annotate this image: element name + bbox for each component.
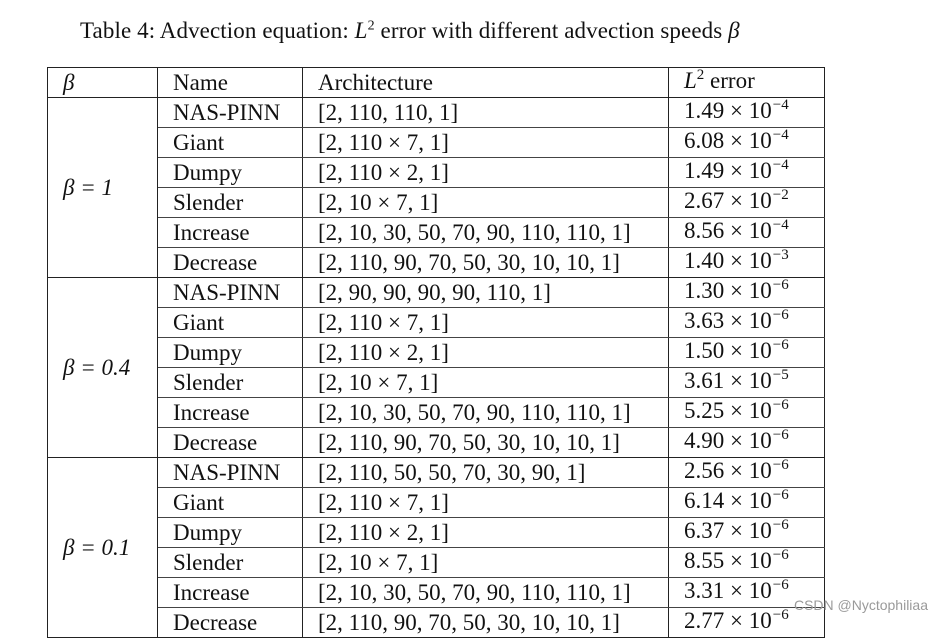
table-row (48, 548, 825, 578)
error-exponent: −6 (772, 487, 789, 503)
table-row (48, 398, 825, 428)
architecture-cell: [2, 10, 30, 50, 70, 90, 110, 110, 1] (303, 578, 669, 608)
error-mantissa: 2.56 × 10 (684, 458, 772, 483)
model-name-cell: Increase (158, 218, 303, 248)
architecture-cell: [2, 10 × 7, 1] (303, 548, 669, 578)
error-mantissa: 8.55 × 10 (684, 548, 772, 573)
error-exponent: −4 (772, 217, 789, 233)
error-mantissa: 6.08 × 10 (684, 128, 772, 153)
architecture-cell: [2, 110 × 2, 1] (303, 158, 669, 188)
error-exponent: −6 (772, 277, 789, 293)
model-name-cell: Decrease (158, 428, 303, 458)
model-name-cell: Increase (158, 578, 303, 608)
beta-group-label: β = 0.4 (48, 278, 158, 458)
architecture-cell: [2, 110, 90, 70, 50, 30, 10, 10, 1] (303, 608, 669, 638)
architecture-cell: [2, 110 × 7, 1] (303, 488, 669, 518)
model-name-cell: Giant (158, 308, 303, 338)
error-cell (669, 278, 825, 308)
table-row (48, 158, 825, 188)
error-exponent: −4 (772, 97, 789, 113)
error-mantissa: 2.67 × 10 (684, 188, 772, 213)
caption-suffix: error with different advection speeds (374, 18, 729, 43)
architecture-cell: [2, 10 × 7, 1] (303, 368, 669, 398)
table-row (48, 188, 825, 218)
error-mantissa: 1.50 × 10 (684, 338, 772, 363)
table-row (48, 98, 825, 128)
table-caption (80, 18, 740, 44)
model-name-cell: NAS-PINN (158, 98, 303, 128)
error-cell (669, 308, 825, 338)
error-cell (669, 368, 825, 398)
model-name-cell: Dumpy (158, 338, 303, 368)
architecture-cell: [2, 90, 90, 90, 90, 110, 1] (303, 278, 669, 308)
error-mantissa: 6.14 × 10 (684, 488, 772, 513)
error-exponent: −2 (772, 187, 789, 203)
table-row (48, 338, 825, 368)
table-row (48, 578, 825, 608)
error-cell (669, 398, 825, 428)
error-cell (669, 158, 825, 188)
error-cell (669, 458, 825, 488)
model-name-cell: Decrease (158, 608, 303, 638)
architecture-cell: [2, 10, 30, 50, 70, 90, 110, 110, 1] (303, 398, 669, 428)
table-row (48, 518, 825, 548)
error-cell (669, 548, 825, 578)
model-name-cell: Slender (158, 548, 303, 578)
error-cell (669, 428, 825, 458)
table-row (48, 248, 825, 278)
error-exponent: −6 (772, 547, 789, 563)
model-name-cell: Giant (158, 128, 303, 158)
header-beta: β (48, 68, 158, 98)
results-table (47, 67, 825, 638)
caption-math-superscript: 2 (367, 18, 375, 34)
header-name: Name (158, 68, 303, 98)
error-mantissa: 3.61 × 10 (684, 368, 772, 393)
header-architecture: Architecture (303, 68, 669, 98)
error-cell (669, 188, 825, 218)
error-cell (669, 98, 825, 128)
table-row (48, 218, 825, 248)
header-error (669, 68, 825, 98)
model-name-cell: NAS-PINN (158, 458, 303, 488)
header-error-superscript: 2 (696, 67, 705, 83)
architecture-cell: [2, 110, 90, 70, 50, 30, 10, 10, 1] (303, 428, 669, 458)
error-exponent: −6 (772, 607, 789, 623)
caption-beta-symbol: β (728, 18, 740, 43)
caption-math-symbol: L (354, 18, 368, 43)
table-row (48, 428, 825, 458)
table-row (48, 308, 825, 338)
table-head (48, 68, 825, 98)
error-mantissa: 8.56 × 10 (684, 218, 772, 243)
model-name-cell: Giant (158, 488, 303, 518)
architecture-cell: [2, 110 × 7, 1] (303, 128, 669, 158)
error-cell (669, 218, 825, 248)
caption-prefix: Table 4: Advection equation: (80, 18, 355, 43)
error-exponent: −6 (772, 397, 789, 413)
model-name-cell: Slender (158, 368, 303, 398)
table-row (48, 488, 825, 518)
error-cell (669, 128, 825, 158)
watermark: CSDN @Nyctophiliaa (793, 597, 928, 613)
error-mantissa: 1.40 × 10 (684, 248, 772, 273)
table-body (48, 98, 825, 638)
model-name-cell: Increase (158, 398, 303, 428)
error-cell (669, 488, 825, 518)
error-exponent: −6 (772, 307, 789, 323)
error-cell (669, 518, 825, 548)
beta-group-label: β = 1 (48, 98, 158, 278)
error-exponent: −6 (772, 457, 789, 473)
beta-group-label: β = 0.1 (48, 458, 158, 638)
error-exponent: −6 (772, 517, 789, 533)
error-cell (669, 338, 825, 368)
error-exponent: −4 (772, 157, 789, 173)
architecture-cell: [2, 110 × 2, 1] (303, 338, 669, 368)
architecture-cell: [2, 10, 30, 50, 70, 90, 110, 110, 1] (303, 218, 669, 248)
table-row (48, 278, 825, 308)
error-mantissa: 3.31 × 10 (684, 578, 772, 603)
model-name-cell: NAS-PINN (158, 278, 303, 308)
header-error-symbol: L (684, 68, 697, 93)
model-name-cell: Dumpy (158, 518, 303, 548)
architecture-cell: [2, 110, 110, 1] (303, 98, 669, 128)
error-mantissa: 1.49 × 10 (684, 98, 772, 123)
table-row (48, 128, 825, 158)
error-exponent: −5 (772, 367, 789, 383)
error-exponent: −4 (772, 127, 789, 143)
error-exponent: −6 (772, 577, 789, 593)
error-exponent: −3 (772, 247, 789, 263)
model-name-cell: Dumpy (158, 158, 303, 188)
error-mantissa: 5.25 × 10 (684, 398, 772, 423)
header-error-suffix: error (704, 68, 755, 93)
architecture-cell: [2, 10 × 7, 1] (303, 188, 669, 218)
error-exponent: −6 (772, 427, 789, 443)
header-row (48, 68, 825, 98)
architecture-cell: [2, 110, 90, 70, 50, 30, 10, 10, 1] (303, 248, 669, 278)
architecture-cell: [2, 110 × 7, 1] (303, 308, 669, 338)
error-cell (669, 248, 825, 278)
error-mantissa: 4.90 × 10 (684, 428, 772, 453)
model-name-cell: Decrease (158, 248, 303, 278)
error-mantissa: 3.63 × 10 (684, 308, 772, 333)
table-row (48, 608, 825, 638)
architecture-cell: [2, 110 × 2, 1] (303, 518, 669, 548)
architecture-cell: [2, 110, 50, 50, 70, 30, 90, 1] (303, 458, 669, 488)
error-mantissa: 6.37 × 10 (684, 518, 772, 543)
table-row (48, 368, 825, 398)
model-name-cell: Slender (158, 188, 303, 218)
error-mantissa: 1.49 × 10 (684, 158, 772, 183)
error-mantissa: 1.30 × 10 (684, 278, 772, 303)
table-row (48, 458, 825, 488)
error-mantissa: 2.77 × 10 (684, 608, 772, 633)
error-exponent: −6 (772, 337, 789, 353)
